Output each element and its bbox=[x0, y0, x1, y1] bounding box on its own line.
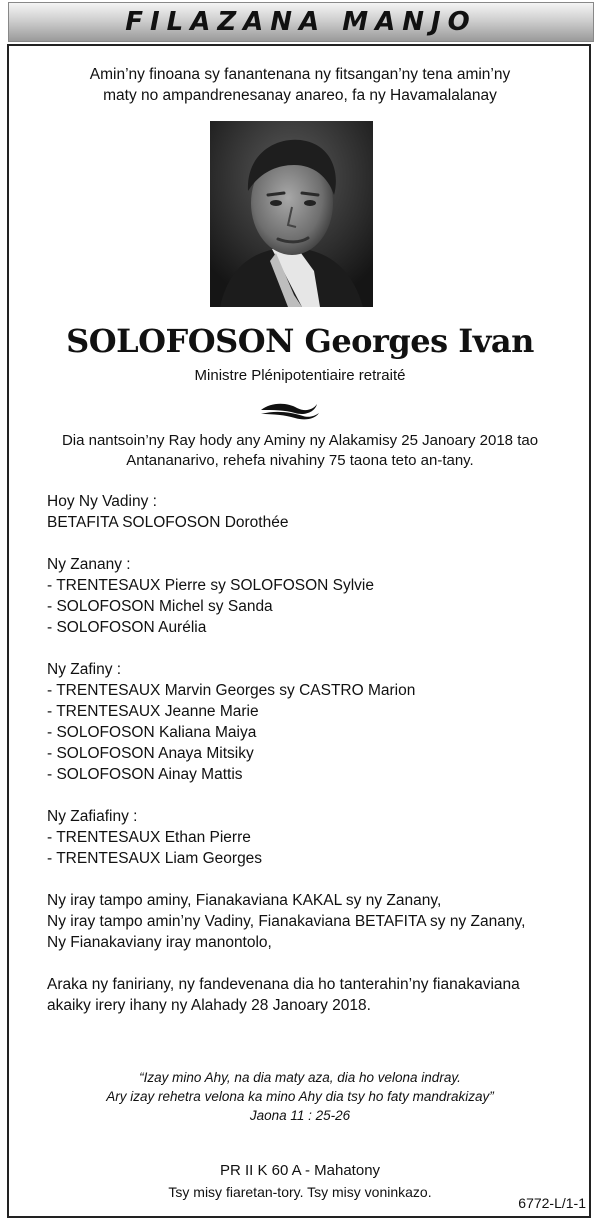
deceased-name: SOLOFOSON Georges Ivan bbox=[66, 322, 534, 360]
family-member: - TRENTESAUX Pierre sy SOLOFOSON Sylvie bbox=[47, 577, 374, 594]
family-member: - SOLOFOSON Michel sy Sanda bbox=[47, 598, 273, 615]
relatives-line: Ny iray tampo aminy, Fianakaviana KAKAL sy ny Zanany, bbox=[47, 892, 442, 909]
family-member: - SOLOFOSON Anaya Mitsiky bbox=[47, 745, 254, 762]
quote-line: Ary izay rehetra velona ka mino Ahy dia tsy ho faty mandrakizay” bbox=[106, 1089, 494, 1104]
death-notice-line: Antananarivo, rehefa nivahiny 75 taona teto an-tany. bbox=[126, 452, 474, 469]
funeral-section bbox=[47, 974, 520, 1016]
family-member: - SOLOFOSON Aurélia bbox=[47, 619, 207, 636]
decorative-flourish-icon bbox=[257, 400, 321, 422]
portrait-illustration bbox=[210, 121, 373, 307]
scripture-quote bbox=[0, 1068, 600, 1125]
notice-code: 6772-L/1-1 bbox=[518, 1195, 586, 1211]
children-section bbox=[47, 554, 374, 638]
family-member: - TRENTESAUX Jeanne Marie bbox=[47, 703, 259, 720]
quote-reference: Jaona 11 : 25-26 bbox=[249, 1108, 351, 1123]
family-member: - SOLOFOSON Ainay Mattis bbox=[47, 766, 243, 783]
relatives-line: Ny Fianakaviany iray manontolo, bbox=[47, 934, 272, 951]
funeral-line: Araka ny faniriany, ny fandevenana dia ho tanterahin’ny fianakaviana bbox=[47, 976, 520, 993]
family-member: - TRENTESAUX Marvin Georges sy CASTRO Marion bbox=[47, 682, 416, 699]
section-heading: Hoy Ny Vadiny : bbox=[47, 493, 157, 510]
footer-reference: PR II K 60 A - Mahatony bbox=[219, 1162, 381, 1179]
header-banner bbox=[8, 2, 594, 42]
family-member: BETAFITA SOLOFOSON Dorothée bbox=[47, 514, 289, 531]
section-heading: Ny Zanany : bbox=[47, 556, 131, 573]
footer-note: Tsy misy fiaretan-tory. Tsy misy voninkazo. bbox=[168, 1184, 432, 1200]
funeral-line: akaiky irery ihany ny Alahady 28 Janoary 2018. bbox=[47, 997, 371, 1014]
grandchildren-section bbox=[47, 659, 415, 785]
spouse-section bbox=[47, 491, 288, 533]
relatives-line: Ny iray tampo amin’ny Vadiny, Fianakaviana BETAFITA sy ny Zanany, bbox=[47, 913, 526, 930]
family-member: - SOLOFOSON Kaliana Maiya bbox=[47, 724, 257, 741]
intro-line: maty no ampandrenesanay anareo, fa ny Havamalalanay bbox=[103, 87, 497, 104]
deceased-role: Ministre Plénipotentiaire retraité bbox=[194, 367, 406, 384]
section-heading: Ny Zafiafiny : bbox=[47, 808, 138, 825]
family-member: - TRENTESAUX Liam Georges bbox=[47, 850, 263, 867]
section-heading: Ny Zafiny : bbox=[47, 661, 122, 678]
portrait-photo bbox=[210, 121, 373, 307]
great-grandchildren-section bbox=[47, 806, 262, 869]
relatives-section bbox=[47, 890, 525, 953]
death-notice bbox=[0, 431, 600, 471]
quote-line: “Izay mino Ahy, na dia maty aza, dia ho velona indray. bbox=[139, 1070, 461, 1085]
family-member: - TRENTESAUX Ethan Pierre bbox=[47, 829, 251, 846]
death-notice-line: Dia nantsoin’ny Ray hody any Aminy ny Alakamisy 25 Janoary 2018 tao bbox=[61, 432, 539, 449]
intro-line: Amin’ny finoana sy fanantenana ny fitsangan’ny tena amin’ny bbox=[89, 66, 511, 83]
intro-text bbox=[0, 64, 600, 106]
notice-title: FILAZANA MANJO bbox=[125, 7, 477, 37]
